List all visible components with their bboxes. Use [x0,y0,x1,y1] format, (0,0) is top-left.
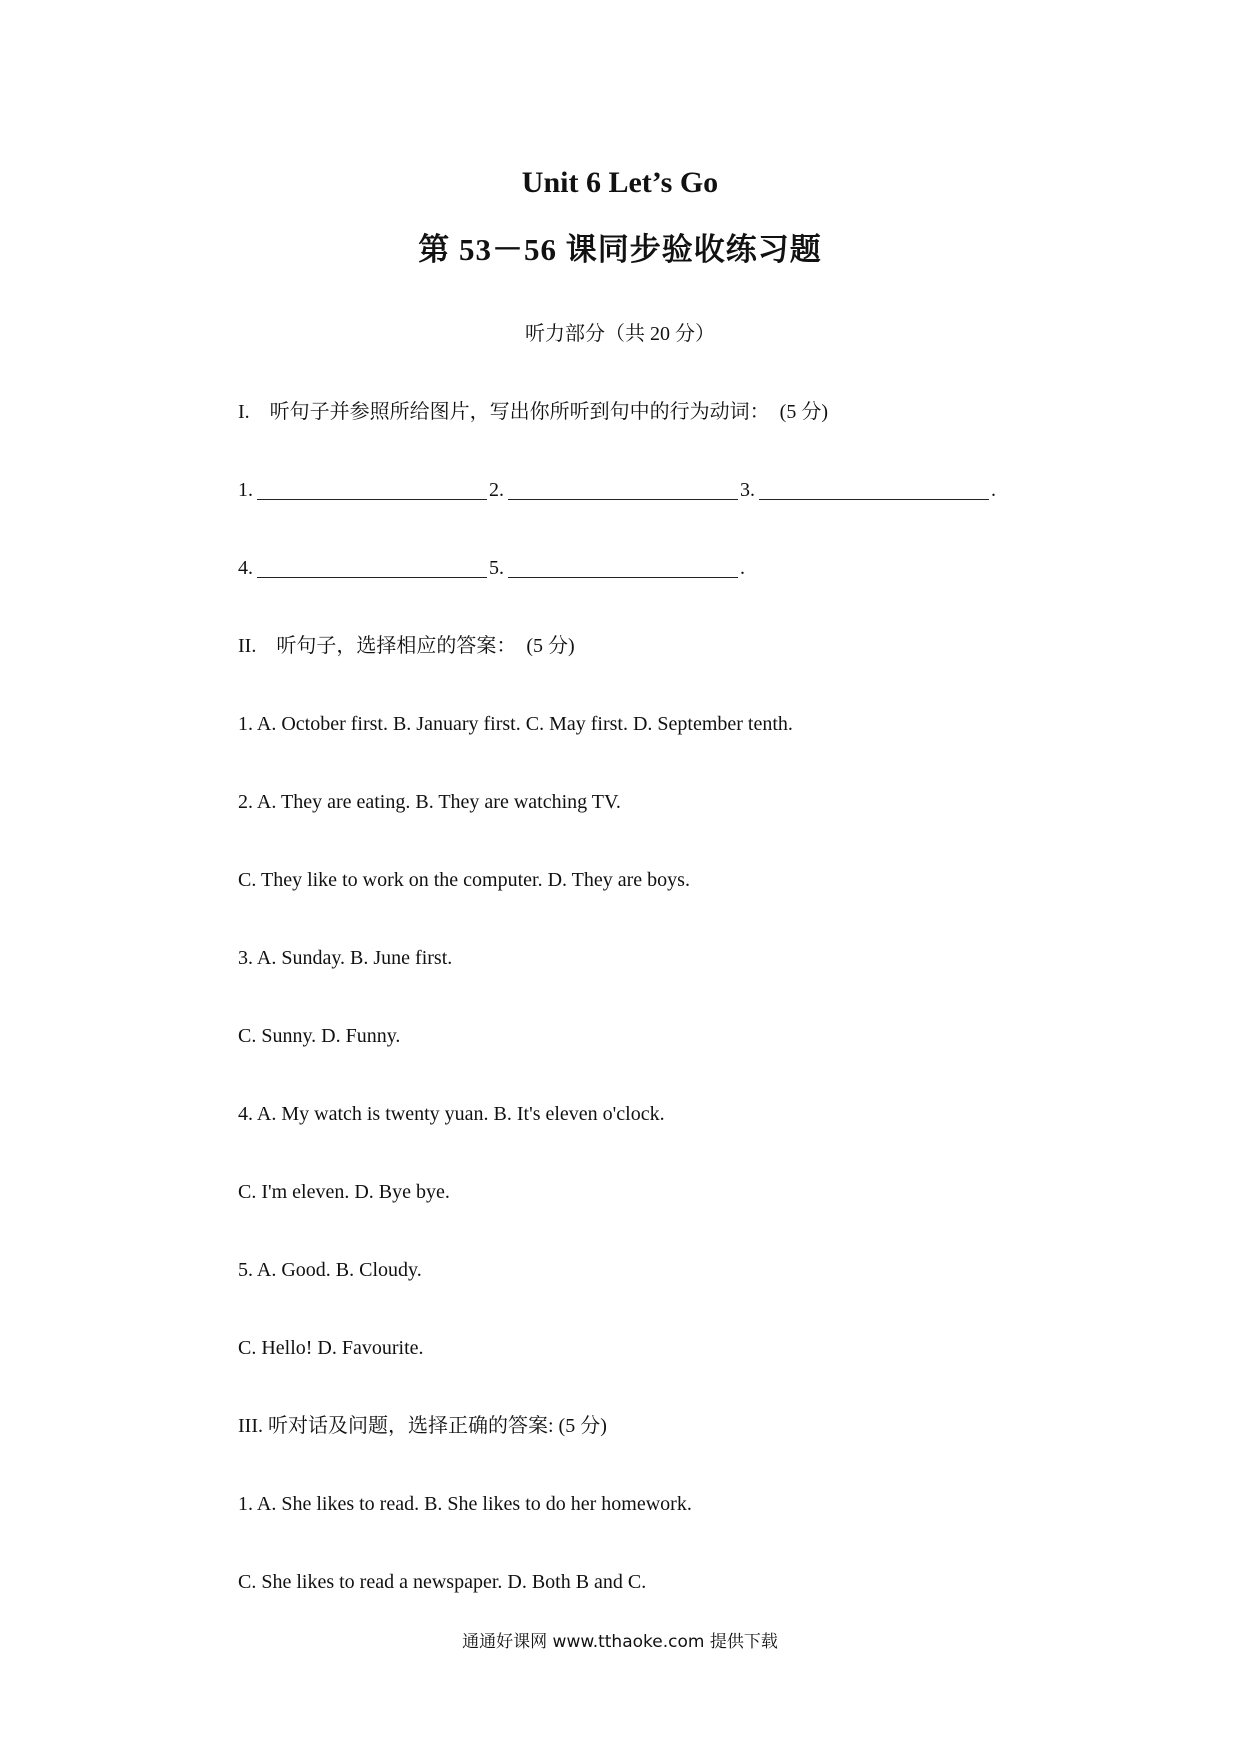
part1-heading: I. 听句子并参照所给图片，写出你所听到句中的行为动词： (5 分) [238,401,828,423]
question-line: C. I'm eleven. D. Bye bye. [238,1181,450,1203]
blank-number: 5. [489,557,504,579]
question-line: C. They like to work on the computer. D. They are boys. [238,869,690,891]
answer-blank[interactable] [759,479,989,500]
blank-number: 3. [740,479,755,501]
blank-row-1 [238,476,996,504]
question-line: 5. A. Good. B. Cloudy. [238,1259,422,1281]
question-line: C. She likes to read a newspaper. D. Both B and C. [238,1571,647,1593]
question-line: 3. A. Sunday. B. June first. [238,947,453,969]
question-line: 1. A. October first. B. January first. C. May first. D. September tenth. [238,713,793,735]
part3-heading: III. 听对话及问题，选择正确的答案: (5 分) [238,1415,607,1437]
blank-row-2 [238,554,745,582]
question-line: 2. A. They are eating. B. They are watching TV. [238,791,621,813]
question-line: C. Sunny. D. Funny. [238,1025,401,1047]
blank-end-period: . [991,479,996,501]
section-heading: 听力部分（共 20 分） [525,323,715,345]
page-subtitle: 第 53－56 课同步验收练习题 [418,232,822,267]
answer-blank[interactable] [508,557,738,578]
blank-end-period: . [740,557,745,579]
question-line: C. Hello! D. Favourite. [238,1337,424,1359]
blank-number: 1. [238,479,253,501]
answer-blank[interactable] [257,479,487,500]
page-title: Unit 6 Let’s Go [521,166,719,199]
blank-number: 4. [238,557,253,579]
footer-credit: 通通好课网 www.tthaoke.com 提供下载 [462,1632,778,1652]
answer-blank[interactable] [508,479,738,500]
question-line: 1. A. She likes to read. B. She likes to do her homework. [238,1493,692,1515]
question-line: 4. A. My watch is twenty yuan. B. It's eleven o'clock. [238,1103,665,1125]
blank-number: 2. [489,479,504,501]
answer-blank[interactable] [257,557,487,578]
part2-heading: II. 听句子，选择相应的答案： (5 分) [238,635,575,657]
